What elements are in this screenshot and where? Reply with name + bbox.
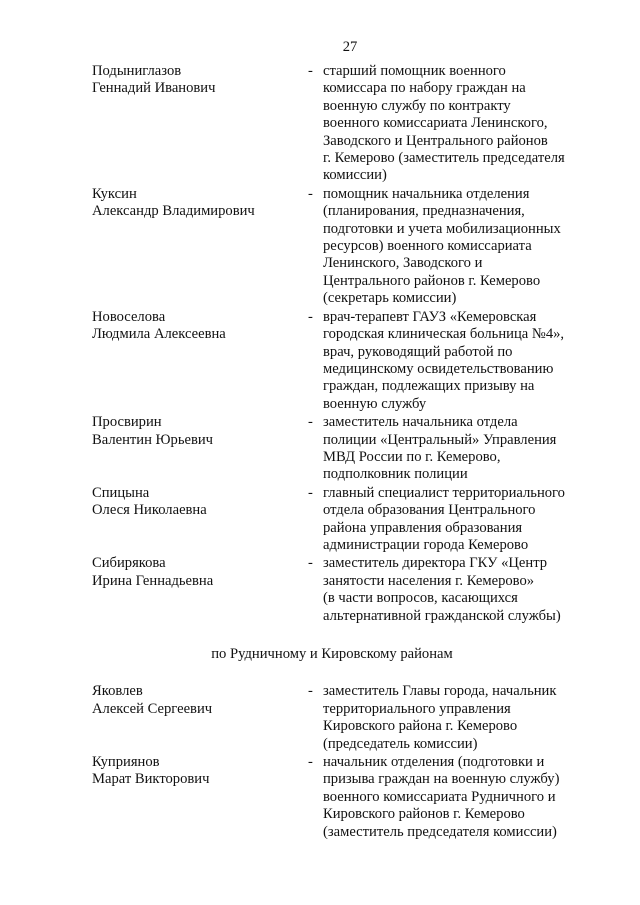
role-line: ресурсов) военного комиссариата — [323, 238, 532, 255]
member-name — [92, 555, 302, 625]
member-role — [323, 63, 583, 185]
dash-separator: - — [308, 754, 313, 771]
member-role — [323, 485, 583, 555]
role-line: комиссара по набору граждан на — [323, 80, 526, 97]
dash-separator: - — [308, 63, 313, 79]
member-given-names: Олеся Николаевна — [92, 502, 207, 519]
role-line: подготовки и учета мобилизационных — [323, 220, 561, 237]
role-line: полиции «Центральный» Управления — [323, 431, 557, 448]
list-item — [92, 485, 592, 555]
member-name — [92, 186, 302, 308]
member-name — [92, 63, 302, 185]
role-line: территориального управления — [323, 700, 511, 717]
role-line: (председатель комиссии) — [323, 735, 478, 752]
role-line: Центрального районов г. Кемерово — [323, 272, 541, 289]
role-line: заместитель директора ГКУ «Центр — [323, 555, 548, 572]
commission-list — [92, 63, 592, 842]
member-surname: Подыниглазов — [92, 63, 182, 79]
role-line: военного комиссариата Рудничного и — [323, 788, 556, 805]
member-given-names: Людмила Алексеевна — [92, 326, 226, 343]
role-line: военную службу — [323, 395, 427, 412]
dash-separator: - — [308, 308, 313, 325]
role-line: врач-терапевт ГАУЗ «Кемеровская — [323, 308, 537, 325]
role-line: военного комиссариата Ленинского, — [323, 115, 548, 132]
member-surname: Яковлев — [92, 683, 143, 700]
role-line: заместитель начальника отдела — [323, 414, 518, 431]
member-role — [323, 555, 583, 625]
list-item — [92, 754, 592, 841]
member-surname: Сибирякова — [92, 555, 166, 572]
list-item — [92, 63, 592, 185]
role-line: района управления образования — [323, 519, 523, 536]
role-line: начальник отделения (подготовки и — [323, 754, 545, 771]
dash-separator: - — [308, 484, 313, 501]
role-line: помощник начальника отделения — [323, 185, 530, 202]
role-line: комиссии) — [323, 167, 387, 184]
role-line: (секретарь комиссии) — [323, 290, 457, 307]
role-line: главный специалист территориального — [323, 484, 565, 501]
member-role — [323, 414, 583, 484]
member-given-names: Ирина Геннадьевна — [92, 572, 214, 589]
role-line: отдела образования Центрального — [323, 502, 536, 519]
member-name — [92, 309, 302, 413]
member-name — [92, 485, 302, 555]
list-item — [92, 414, 592, 484]
role-line: (заместитель председателя комиссии) — [323, 823, 557, 840]
member-given-names: Александр Владимирович — [92, 203, 255, 220]
member-surname: Куксин — [92, 185, 137, 202]
role-line: Кировского района г. Кемерово — [323, 718, 518, 735]
member-name — [92, 683, 302, 753]
list-item — [92, 555, 592, 625]
role-line: (в части вопросов, касающихся — [323, 590, 518, 607]
role-line: граждан, подлежащих призыву на — [323, 378, 535, 395]
role-line: МВД России по г. Кемерово, — [323, 448, 501, 465]
role-line: городская клиническая больница №4», — [323, 326, 565, 343]
role-line: (планирования, предназначения, — [323, 203, 525, 220]
dash-separator: - — [308, 555, 313, 572]
role-line: Кировского районов г. Кемерово — [323, 806, 525, 823]
role-line: занятости населения г. Кемерово» — [323, 572, 535, 589]
member-name — [92, 414, 302, 484]
list-item — [92, 683, 592, 753]
dash-separator: - — [308, 185, 313, 202]
role-line: старший помощник военного — [323, 63, 506, 79]
dash-separator: - — [308, 683, 313, 700]
role-line: Заводского и Центрального районов — [323, 132, 548, 149]
role-line: альтернативной гражданской службы) — [323, 607, 561, 624]
role-line: заместитель Главы города, начальник — [323, 683, 557, 700]
member-given-names: Алексей Сергеевич — [92, 700, 213, 717]
role-line: призыва граждан на военную службу) — [323, 771, 560, 788]
role-line: г. Кемерово (заместитель председателя — [323, 150, 565, 167]
member-surname: Просвирин — [92, 414, 162, 431]
member-given-names: Валентин Юрьевич — [92, 431, 214, 448]
member-role — [323, 754, 583, 841]
role-line: военную службу по контракту — [323, 97, 511, 114]
member-role — [323, 309, 583, 413]
role-line: врач, руководящий работой по — [323, 343, 513, 360]
role-line: медицинскому освидетельствованию — [323, 360, 554, 377]
member-surname: Новоселова — [92, 308, 166, 325]
member-role — [323, 683, 583, 753]
member-given-names: Геннадий Иванович — [92, 80, 216, 97]
list-item — [92, 186, 592, 308]
section-heading: по Рудничному и Кировскому районам — [211, 646, 453, 662]
dash-separator: - — [308, 414, 313, 431]
member-surname: Спицына — [92, 484, 150, 501]
role-line: администрации города Кемерово — [323, 536, 529, 553]
member-given-names: Марат Викторович — [92, 771, 210, 788]
role-line: подполковник полиции — [323, 466, 468, 483]
member-role — [323, 186, 583, 308]
member-surname: Куприянов — [92, 754, 160, 771]
member-name — [92, 754, 302, 841]
page-number: 27 — [342, 39, 358, 55]
role-line: Ленинского, Заводского и — [323, 255, 483, 272]
list-item — [92, 309, 592, 413]
